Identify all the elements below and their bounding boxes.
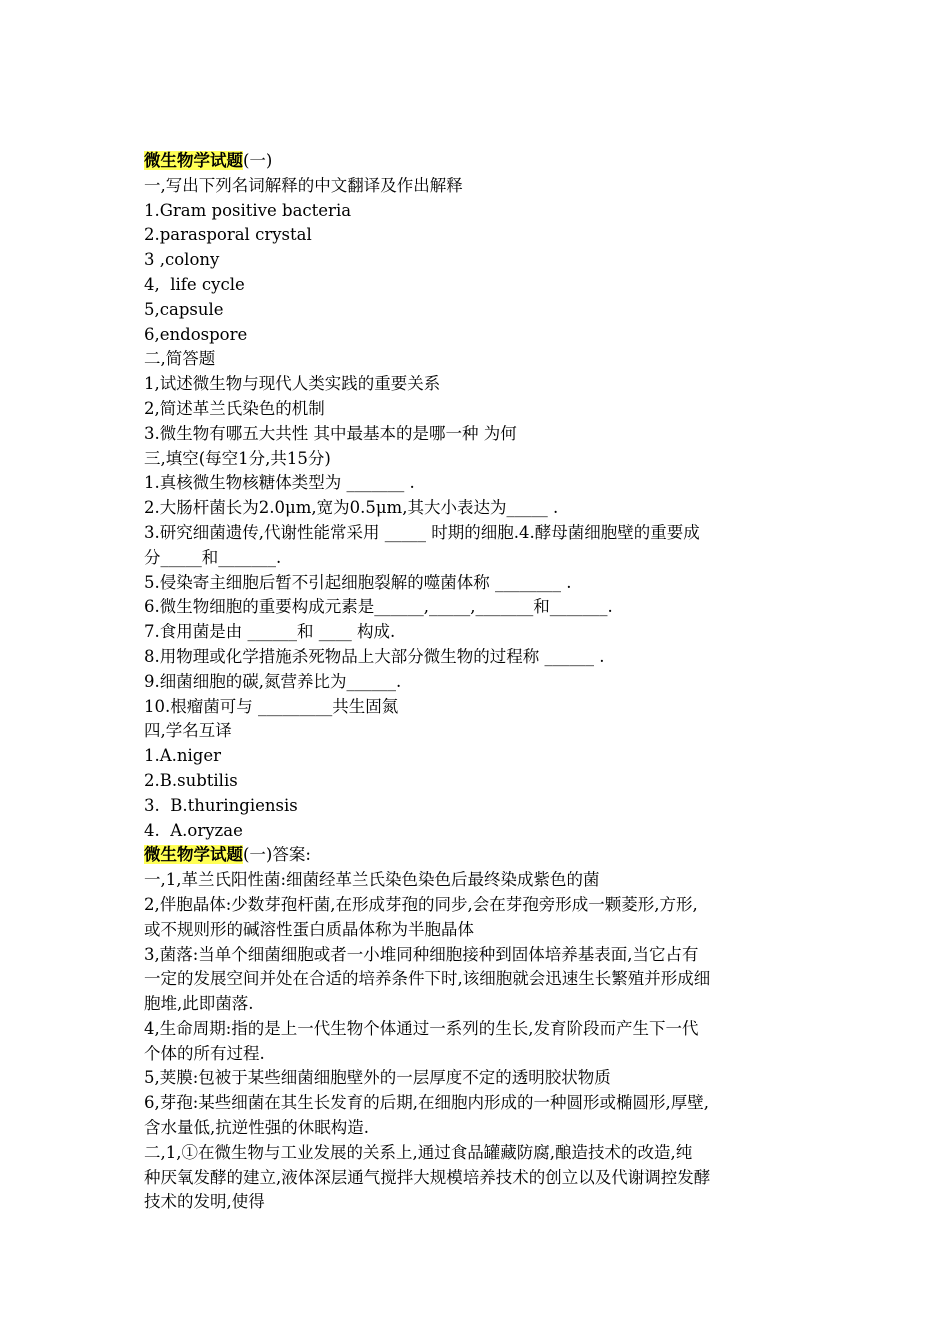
section-heading: 三,填空(每空1分,共15分) [144, 448, 331, 468]
answers-title-highlight: 微生物学试题 [144, 845, 243, 865]
question-line: 4. A.oryzae [144, 820, 243, 840]
question-line: 分_____和_______. [144, 547, 282, 567]
question-line: 3 ,colony [144, 250, 220, 270]
answer-line: 6,芽孢:某些细菌在其生长发育的后期,在细胞内形成的一种圆形或椭圆形,厚壁, [144, 1093, 710, 1113]
question-line: 10.根瘤菌可与 _________共生固氮 [144, 696, 399, 716]
answers-title [144, 843, 812, 868]
answer-line: 一定的发展空间并处在合适的培养条件下时,该细胞就会迅速生长繁殖并形成细 [144, 969, 711, 989]
answer-line: 5,荚膜:包被于某些细菌细胞壁外的一层厚度不定的透明胶状物质 [144, 1068, 611, 1088]
question-line: 5,capsule [144, 299, 224, 319]
question-line: 3. B.thuringiensis [144, 795, 298, 815]
answers-title-suffix: (一)答案: [243, 845, 311, 865]
answer-line: 技术的发明,使得 [144, 1192, 265, 1212]
question-line: 3.微生物有哪五大共性 其中最基本的是哪一种 为何 [144, 423, 517, 443]
section-heading: 四,学名互译 [144, 721, 232, 741]
question-line: 1.真核微生物核糖体类型为 _______ . [144, 473, 415, 493]
answer-line: 3,菌落:当单个细菌细胞或者一小堆同种细胞接种到固体培养基表面,当它占有 [144, 944, 699, 964]
exam-questions [144, 174, 812, 844]
answer-line: 一,1,革兰氏阳性菌:细菌经革兰氏染色染色后最终染成紫色的菌 [144, 870, 600, 890]
answer-body [144, 868, 812, 1215]
answer-line: 胞堆,此即菌落. [144, 994, 254, 1014]
question-line: 2.parasporal crystal [144, 225, 312, 245]
question-line: 3.研究细菌遗传,代谢性能常采用 _____ 时期的细胞.4.酵母菌细胞壁的重要成 [144, 522, 700, 542]
question-line: 5.侵染寄主细胞后暂不引起细胞裂解的噬菌体称 ________ . [144, 572, 572, 592]
answer-line: 二,1,①在微生物与工业发展的关系上,通过食品罐藏防腐,酿造技术的改造,纯 [144, 1142, 693, 1162]
section-heading: 一,写出下列名词解释的中文翻译及作出解释 [144, 175, 463, 195]
section-heading: 二,简答题 [144, 349, 216, 369]
answer-line: 2,伴胞晶体:少数芽孢杆菌,在形成芽孢的同步,会在芽孢旁形成一颗菱形,方形, [144, 894, 698, 914]
question-line: 1,试述微生物与现代人类实践的重要关系 [144, 374, 441, 394]
question-line: 2.大肠杆菌长为2.0μm,宽为0.5μm,其大小表达为_____ . [144, 498, 559, 518]
question-line: 1.Gram positive bacteria [144, 200, 352, 220]
question-line: 6.微生物细胞的重要构成元素是______,_____,_______和_______. [144, 597, 613, 617]
exam-title [144, 149, 812, 174]
answer-line: 种厌氧发酵的建立,液体深层通气搅拌大规模培养技术的创立以及代谢调控发酵 [144, 1167, 711, 1187]
answer-line: 或不规则形的碱溶性蛋白质晶体称为半胞晶体 [144, 919, 474, 939]
question-line: 9.细菌细胞的碳,氮营养比为______. [144, 671, 402, 691]
question-line: 7.食用菌是由 ______和 ____ 构成. [144, 622, 396, 642]
document-page [144, 149, 812, 1215]
question-line: 6,endospore [144, 324, 248, 344]
question-line: 4, life cycle [144, 274, 245, 294]
question-line: 1.A.niger [144, 746, 222, 766]
answer-line: 含水量低,抗逆性强的休眠构造. [144, 1118, 369, 1138]
exam-title-suffix: (一) [243, 151, 273, 170]
question-line: 2.B.subtilis [144, 770, 238, 790]
question-line: 8.用物理或化学措施杀死物品上大部分微生物的过程称 ______ . [144, 646, 605, 666]
exam-title-highlight: 微生物学试题 [144, 151, 243, 170]
answer-line: 4,生命周期:指的是上一代生物个体通过一系列的生长,发育阶段而产生下一代 [144, 1018, 699, 1038]
answer-line: 个体的所有过程. [144, 1043, 265, 1063]
question-line: 2,简述革兰氏染色的机制 [144, 398, 325, 418]
